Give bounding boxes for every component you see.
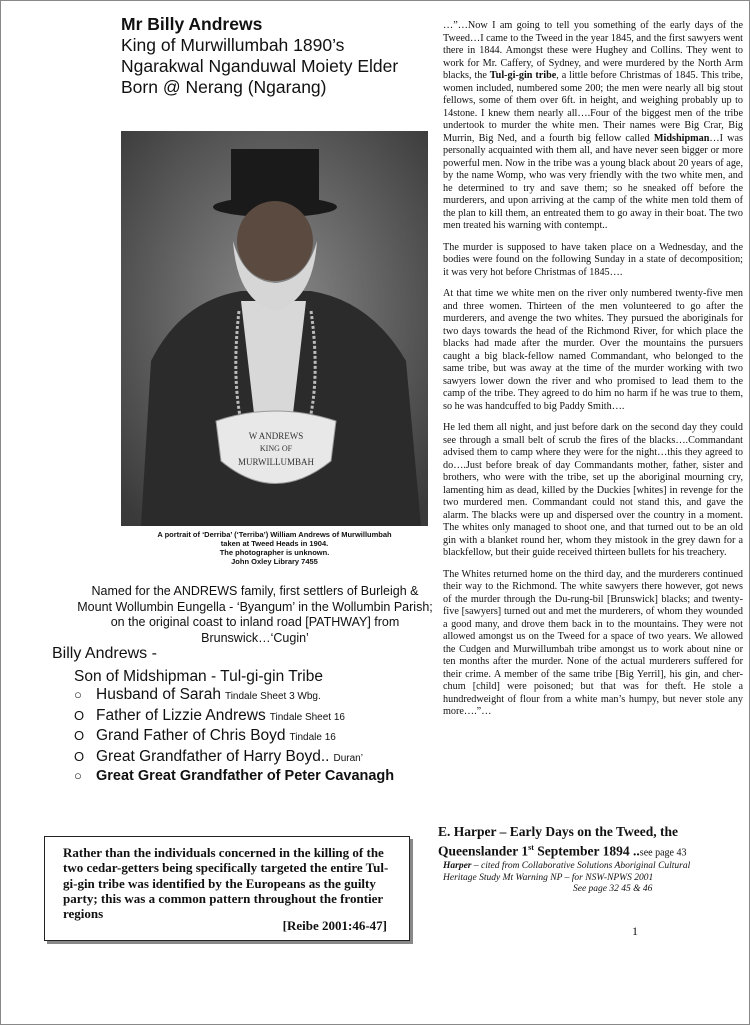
- portrait-illustration: [121, 131, 428, 526]
- bullet-icon: O: [74, 707, 85, 723]
- list-item: [74, 727, 398, 748]
- quote-text: Rather than the individuals concerned in the killing of the two cedar-getters being specifically targeted the entire Tul-gi-gin tribe was identified by the Europeans as the guilty party; this was a common pattern throughout the frontier regions: [63, 845, 389, 922]
- list-item: [74, 768, 398, 789]
- lineage-item-main: Husband of Sarah: [96, 686, 221, 703]
- named-line1: Named for the ANDREWS family, first settlers of Burleigh &: [91, 584, 419, 598]
- lineage-son-of: Son of Midshipman - Tul-gi-gin Tribe: [74, 668, 323, 685]
- lineage-item-main: Grand Father of Chris Boyd: [96, 727, 286, 744]
- lineage-item-source: Tindale Sheet 16: [269, 711, 345, 723]
- citation: [443, 861, 743, 896]
- harper-source-title: [438, 824, 743, 861]
- named-line3: on the original coast to inland road [PATHWAY] from: [110, 615, 400, 629]
- citation-line1-text: – cited from Collaborative Solutions Aboriginal Cultural: [471, 861, 691, 871]
- named-line4: Brunswick…‘Cugin’: [201, 630, 309, 645]
- article-paragraph-3: At that time we white men on the river only numbered twenty-five men and three women. Thirteen of the men volunteered to go after the murderers, and avenge the two whites. They pursued the aboriginals for two days towards the head of the Richmond River, for which place the blacks had made after the murder. Over the mountains the pursuers caught a big black-fellow named Commandant, who belonged to the same tribe, but was away at the time of the murder working with two sawyers lower down the river and who promised to lead them to the camp of the tribe. They agreed to do him no harm if he was true to them, so he was handcuffed to big Paddy Smith….: [443, 288, 743, 412]
- quote-reference: [Reibe 2001:46-47]: [282, 918, 387, 933]
- lineage-item-main: Great Great Grandfather of Peter Cavanagh: [96, 768, 395, 784]
- caption-line2: taken at Tweed Heads in 1904.: [220, 539, 329, 548]
- photo-caption: [121, 530, 428, 566]
- title-moiety: Ngarakwal Nganduwal Moiety Elder: [121, 56, 399, 76]
- quote-box: [44, 836, 410, 941]
- bullet-icon: ○: [74, 687, 82, 702]
- lineage-heading: Billy Andrews -: [52, 645, 157, 662]
- breastplate-line3: MURWILLUMBAH: [238, 457, 314, 467]
- title-born: Born @ Nerang (Ngarang): [121, 77, 327, 97]
- breastplate-line1: W ANDREWS: [248, 431, 304, 441]
- harper-line2-b: September 1894 ..: [533, 843, 640, 858]
- lineage-item-source: Tindale 16: [289, 732, 336, 743]
- article-paragraph-5: The Whites returned home on the third day, and the murderers continued their way to the Richmond. The white sawyers there however, got news of the murder through the Du-rung-bil [Brunswick] blacks; and twenty-five [sawyers] turned out and met the murderers, of whom they wounded a good many, and drove them back in to the mountains. They were not allowed amongst us on the Tweed for a space of two years. We allowed the Cudgen and Murwillumbah tribe amongst us to work about nine or ten months after the murder. None of the actual murderers suffered for their crime. A member of the same tribe [Big Yerril], his gin, and cher-chum [child] were poisoned; but that was for theft. He stole a hundredweight of flour from a white man’s humpy, but never stole any more….”…: [443, 568, 743, 717]
- bullet-icon: O: [74, 728, 85, 743]
- harper-line2-sup: st: [528, 842, 534, 852]
- title-block: [121, 14, 421, 98]
- bullet-icon: O: [74, 748, 85, 764]
- named-for-paragraph: [40, 584, 470, 646]
- p1-text-e: …I was personally acquainted with them all, and have never seen bigger or more powerful men. Now in the tribe was a young black about 20 years of age, by the name Womp, who was very friendly with the two white men, and he determined to try and save them; so he sneaked off before the murderers, and upon arriving at the camp of the white men told them of the plan to kill them, an entreated them to go away in their boat. The two men treated his warning with contempt..: [443, 132, 743, 231]
- p1-tribe-bold: Tul-gi-gin tribe: [489, 70, 557, 81]
- lineage-item-source: Duran’: [333, 752, 363, 764]
- citation-line3: See page 32 45 & 46: [573, 884, 653, 894]
- article-paragraph-1: [443, 20, 743, 233]
- harper-line2-a: Queenslander 1: [438, 843, 529, 858]
- lineage-list: [74, 686, 398, 789]
- harper-line2: [438, 840, 743, 861]
- caption-line3: The photographer is unknown.: [219, 548, 330, 557]
- named-line2: Mount Wollumbin Eungella - ‘Byangum’ in the Wollumbin Parish;: [77, 599, 433, 614]
- list-item: [74, 707, 398, 728]
- article-paragraph-4: He led them all night, and just before dark on the second day they could see through a small belt of scrub the fires of the blacks….Commandant advised them to camp where they were for the night…this they agreed to do….Just before break of day Commandants mother, father, sister and brothers, who were with the tribe, set up the aboriginal mourning cry, lamenting him as dead, killed by the Duckies [whites] in revenge for the two murdered men. Commandant could not stand this, and gave the alarm. The blacks were up and dispersed over the country in a moment. The whites only managed to shoot one, and that turned out to be an old gin with a blanket round her, whom they mistook in the grey dawn for a blackfellow, but their guide received thirteen bullets for his treachery.: [443, 422, 743, 558]
- page-number: 1: [632, 924, 638, 938]
- lineage-item-main: Father of Lizzie Andrews: [96, 706, 266, 724]
- list-item: [74, 686, 398, 707]
- title-king: King of Murwillumbah 1890’s: [121, 35, 345, 55]
- caption-line4: John Oxley Library 7455: [231, 557, 318, 566]
- caption-line1: A portrait of ‘Derriba’ (‘Terriba’) William Andrews of Murwillumbah: [157, 530, 392, 539]
- p1-text-c: , a little before Christmas of 1845. This tribe, women included, numbered some 200; the men were nearly all big stout fellows, some of them over 6ft. in height, and weighing probably up to 14stone. I knew them nearly all….Four of the biggest men of the tribe undertook to murder the white men. Their names were Big Crar, Big Murrin, Big Ned, and a fourth big fellow called: [443, 70, 743, 144]
- p1-midshipman-bold: Midshipman: [653, 132, 710, 144]
- citation-name: Harper: [443, 861, 472, 871]
- lineage-item-main: Great Grandfather of Harry Boyd..: [96, 747, 330, 765]
- bullet-icon: ○: [74, 768, 82, 783]
- list-item: [74, 748, 398, 769]
- portrait-photo: [121, 131, 428, 526]
- breastplate-line2: KING OF: [259, 444, 293, 453]
- citation-line1: [443, 861, 743, 873]
- harper-line1: E. Harper – Early Days on the Tweed, the: [438, 824, 678, 839]
- title-name: Mr Billy Andrews: [121, 14, 263, 34]
- article-paragraph-2: The murder is supposed to have taken place on a Wednesday, and the bodies were found on the following Sunday in a state of decomposition; it was very hot before Christmas of 1845….: [443, 241, 743, 278]
- article-column: [443, 20, 743, 728]
- p1-text-a: …”…Now I am going to tell you something of the early days of the Tweed…I came to the Tweed in the year 1845, and the first sawyers went there in 1844. Amongst these were Hughey and Collins. They went to work for Mr. Caffery, of Sydney, and were murdered by the North Arm blacks, the: [443, 20, 743, 81]
- lineage-item-source: Tindale Sheet 3 Wbg.: [224, 691, 321, 702]
- citation-line2: Heritage Study Mt Warning NP – for NSW-NPWS 2001: [443, 872, 654, 883]
- harper-line2-small: see page 43: [639, 847, 687, 858]
